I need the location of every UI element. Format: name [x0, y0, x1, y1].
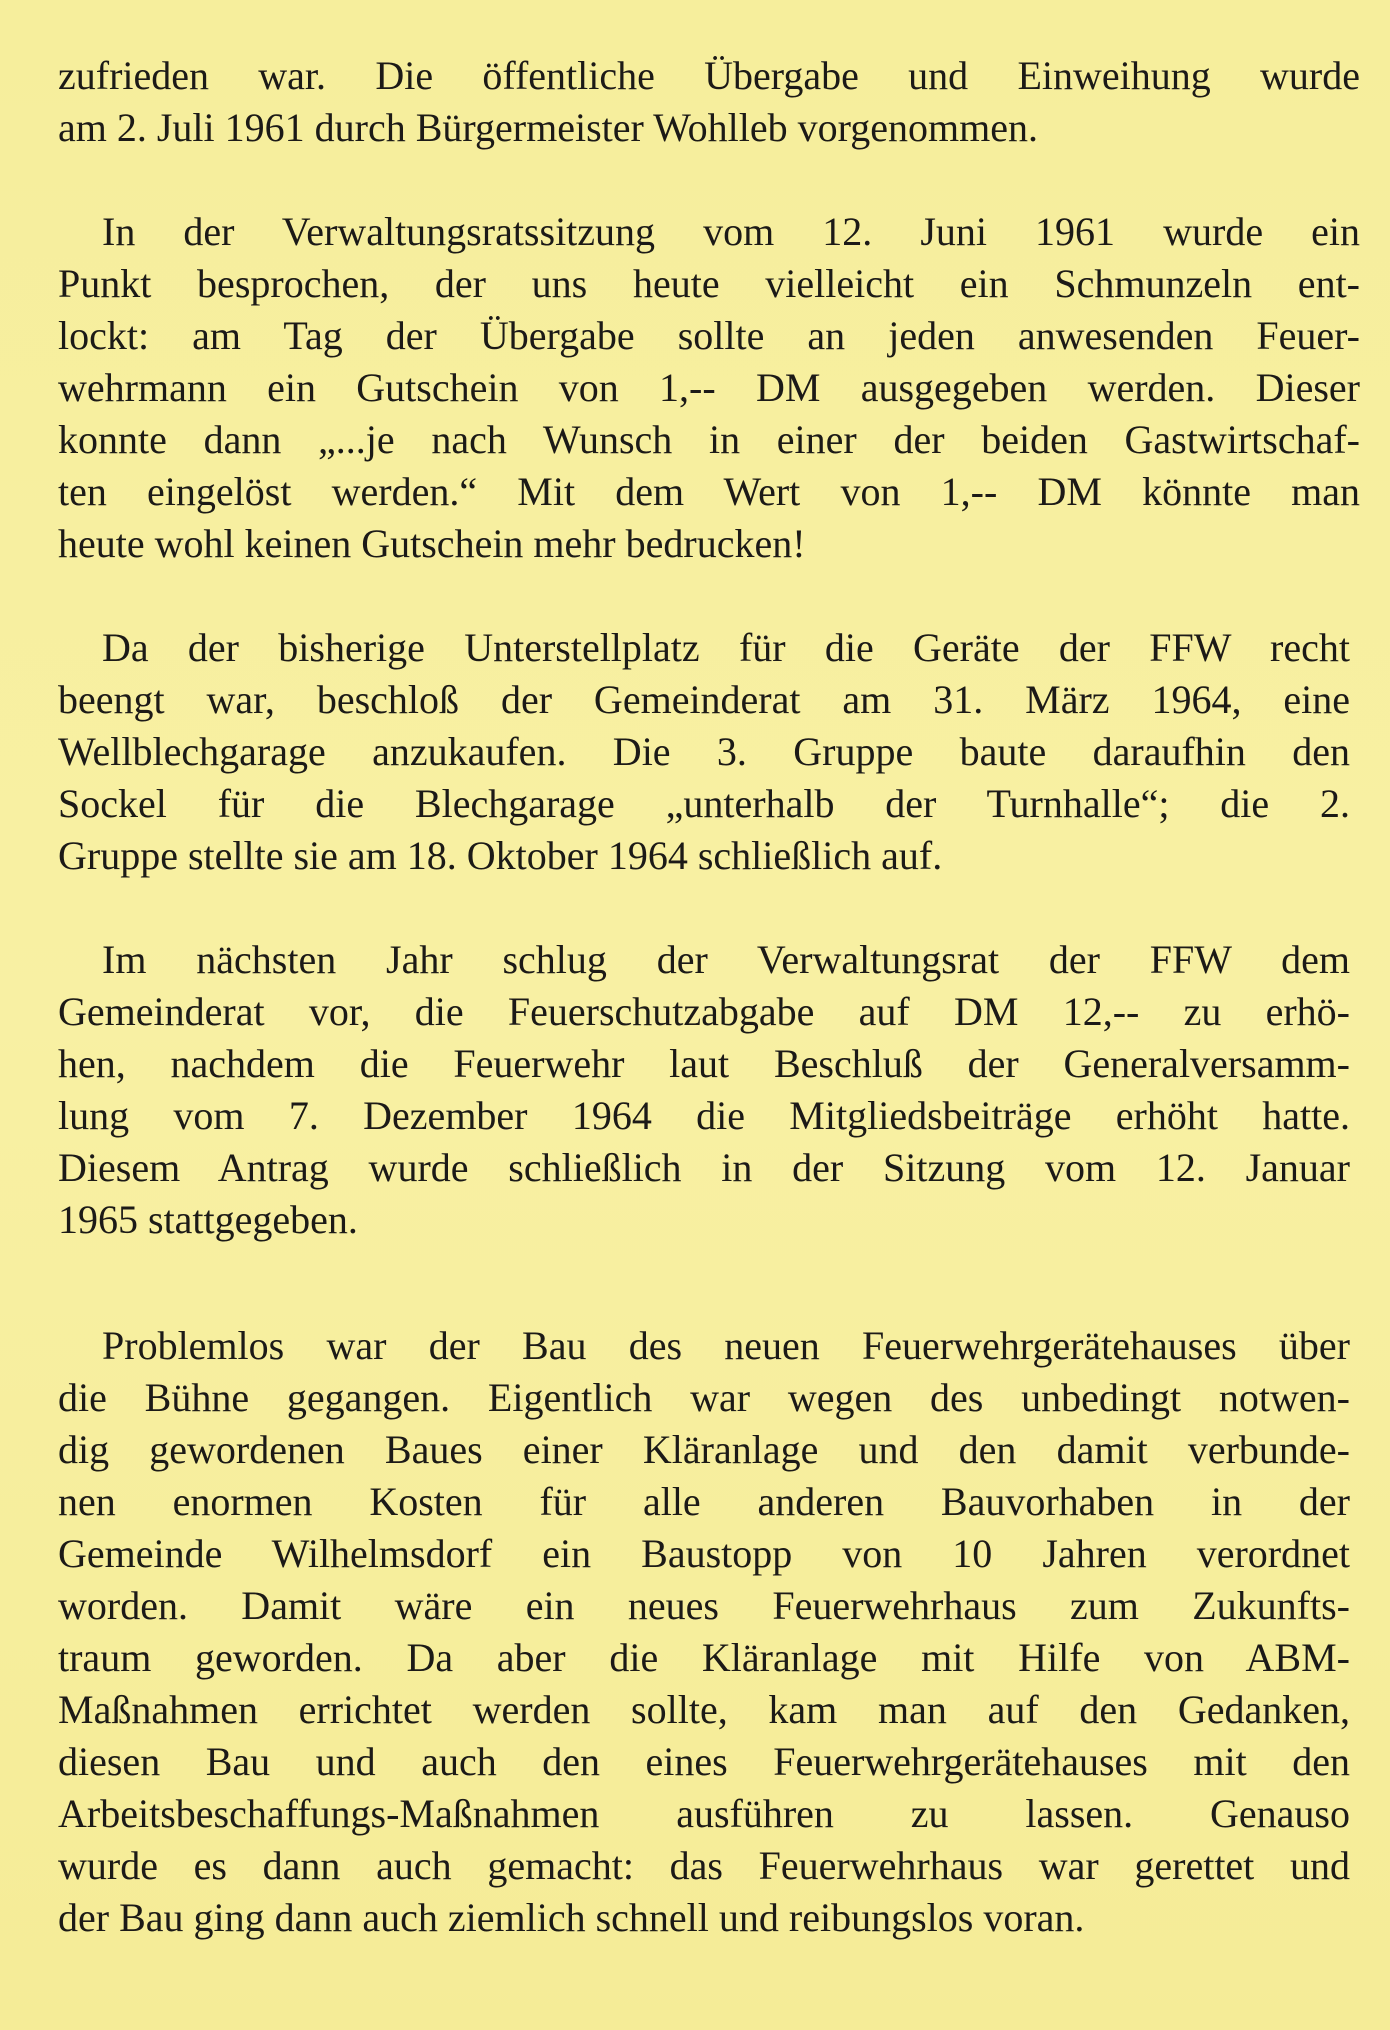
text-line: Problemlos war der Bau des neuen Feuerwehrgerätehauses über: [102, 1323, 1350, 1368]
text-line: beengt war, beschloß der Gemeinderat am 31. März 1964, eine: [58, 677, 1350, 722]
text-line: Da der bisherige Unterstellplatz für die Geräte der FFW recht: [102, 625, 1350, 670]
text-line: Gruppe stellte sie am 18. Oktober 1964 schließlich auf.: [58, 833, 943, 878]
text-line: nen enormen Kosten für alle anderen Bauvorhaben in der: [58, 1479, 1350, 1524]
text-line: heute wohl keinen Gutschein mehr bedrucken!: [58, 521, 806, 566]
text-line: dig gewordenen Baues einer Kläranlage und den damit verbunde-: [58, 1427, 1350, 1472]
text-line: Maßnahmen errichtet werden sollte, kam man auf den Gedanken,: [58, 1687, 1350, 1732]
text-line: 1965 stattgegeben.: [58, 1197, 358, 1242]
text-line: Arbeitsbeschaffungs-Maßnahmen ausführen zu lassen. Genauso: [58, 1791, 1350, 1836]
text-line: der Bau ging dann auch ziemlich schnell und reibungslos voran.: [58, 1895, 1085, 1940]
paragraph-geraetehaus: [58, 1320, 1350, 1944]
text-line: zufrieden war. Die öffentliche Übergabe und Einweihung wurde: [58, 53, 1360, 98]
text-line: wurde es dann auch gemacht: das Feuerwehrhaus war gerettet und: [58, 1843, 1350, 1888]
paragraph-opening: [58, 50, 1360, 154]
text-line: Gemeinde Wilhelmsdorf ein Baustopp von 10 Jahren verordnet: [58, 1531, 1350, 1576]
text-line: Wellblechgarage anzukaufen. Die 3. Gruppe baute daraufhin den: [58, 729, 1350, 774]
text-line: Gemeinderat vor, die Feuerschutzabgabe auf DM 12,-- zu erhö-: [58, 989, 1350, 1034]
text-line: lung vom 7. Dezember 1964 die Mitgliedsbeiträge erhöht hatte.: [58, 1093, 1350, 1138]
text-line: diesen Bau und auch den eines Feuerwehrgerätehauses mit den: [58, 1739, 1350, 1784]
text-line: traum geworden. Da aber die Kläranlage mit Hilfe von ABM-: [58, 1635, 1350, 1680]
text-line: am 2. Juli 1961 durch Bürgermeister Wohlleb vorgenommen.: [58, 105, 1038, 150]
text-line: Im nächsten Jahr schlug der Verwaltungsrat der FFW dem: [102, 937, 1350, 982]
text-line: lockt: am Tag der Übergabe sollte an jeden anwesenden Feuer-: [58, 313, 1360, 358]
text-line: ten eingelöst werden.“ Mit dem Wert von 1,-- DM könnte man: [58, 469, 1360, 514]
text-line: Punkt besprochen, der uns heute vielleicht ein Schmunzeln ent-: [58, 261, 1360, 306]
text-line: In der Verwaltungsratssitzung vom 12. Juni 1961 wurde ein: [102, 209, 1360, 254]
text-line: konnte dann „...je nach Wunsch in einer der beiden Gastwirtschaf-: [58, 417, 1360, 462]
text-line: wehrmann ein Gutschein von 1,-- DM ausgegeben werden. Dieser: [58, 365, 1360, 410]
text-line: hen, nachdem die Feuerwehr laut Beschluß der Generalversamm-: [58, 1041, 1350, 1086]
text-line: worden. Damit wäre ein neues Feuerwehrhaus zum Zukunfts-: [58, 1583, 1350, 1628]
text-line: Diesem Antrag wurde schließlich in der Sitzung vom 12. Januar: [58, 1145, 1350, 1190]
text-line: Sockel für die Blechgarage „unterhalb der Turnhalle“; die 2.: [58, 781, 1350, 826]
paragraph-wellblechgarage: [58, 622, 1350, 882]
paragraph-gutschein: [58, 206, 1360, 570]
text-line: die Bühne gegangen. Eigentlich war wegen des unbedingt notwen-: [58, 1375, 1350, 1420]
paragraph-feuerschutzabgabe: [58, 934, 1350, 1246]
